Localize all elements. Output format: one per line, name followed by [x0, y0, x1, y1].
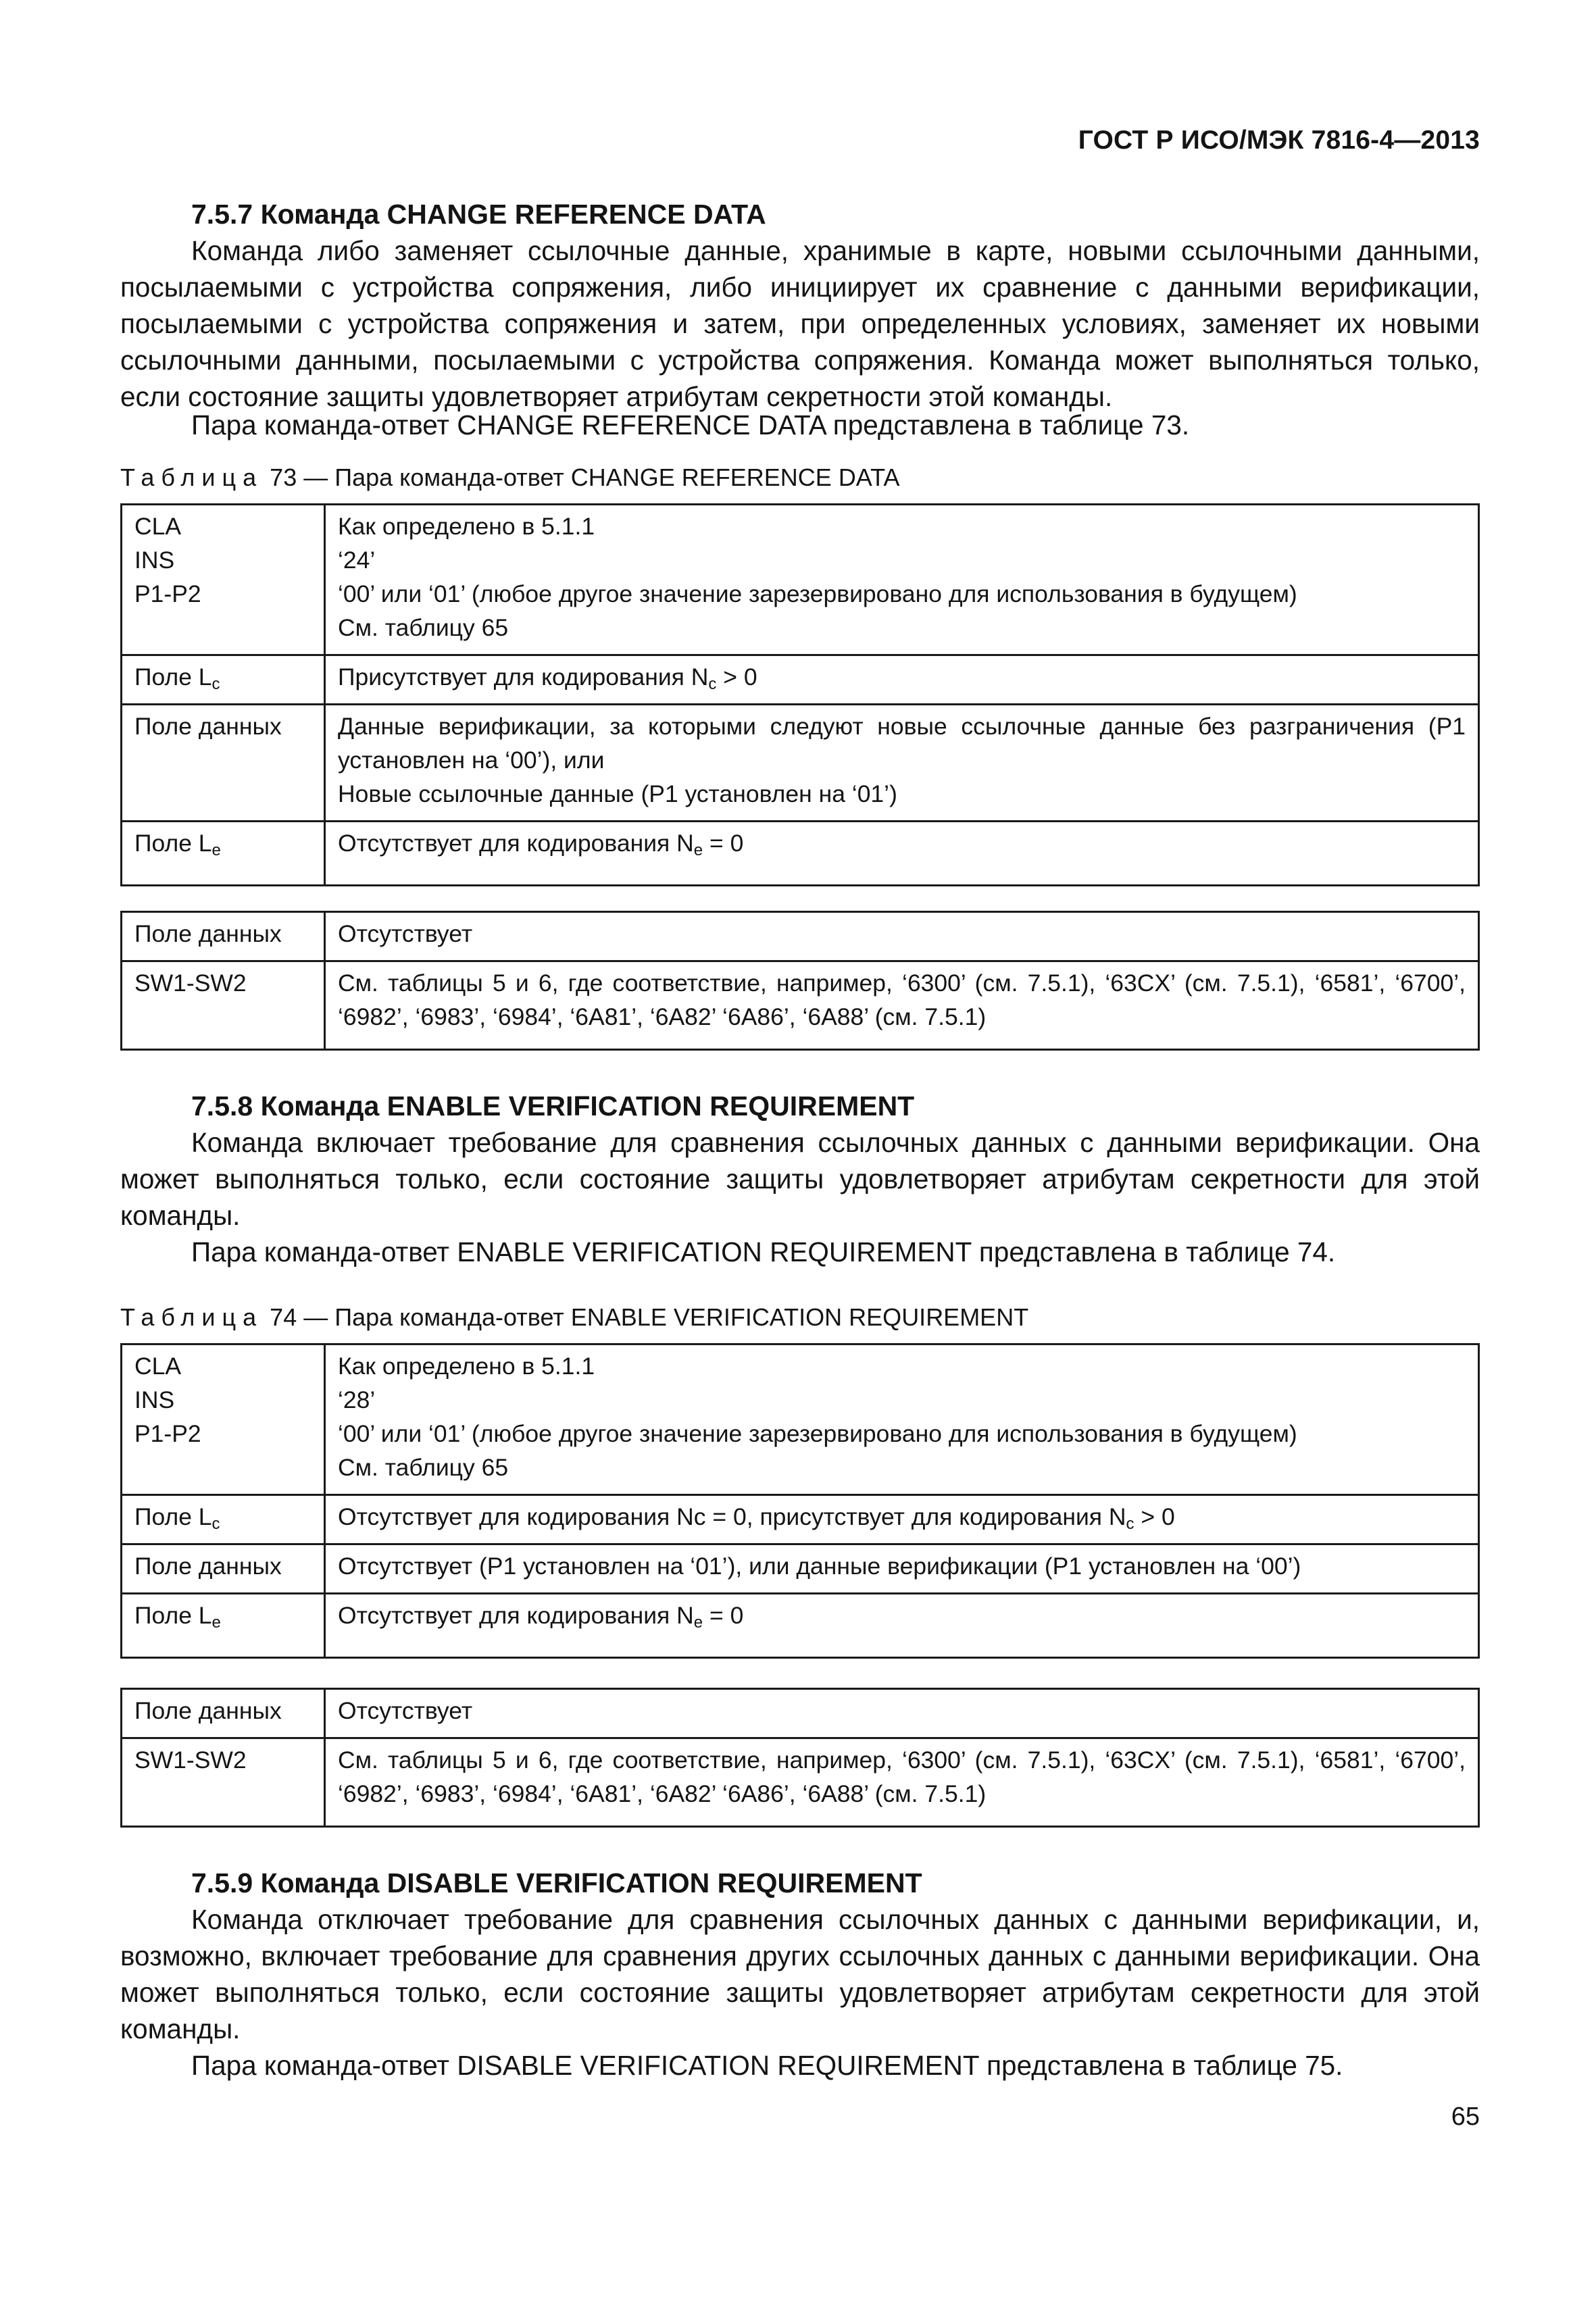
- section-heading-7-5-9: 7.5.9 Команда DISABLE VERIFICATION REQUIREMENT: [191, 1867, 922, 1898]
- section-paragraph: Команда либо заменяет ссылочные данные, хранимые в карте, новыми ссылочными данными, посылаемыми с устройства сопряжения, либо инициирует их сравнение с данными верификации, посылаемыми с устройства сопряжения и затем, при определенных условиях, заменяет их новыми ссылочными данными, посылаемыми с устройства сопряжения. Команда может выполняться только, если состояние защиты удовлетворяет атрибутам секретности этой команды.: [120, 235, 1480, 412]
- lc-value: Отсутствует для кодирования Nc = 0, присутствует для кодирования $N_c > 0$: [325, 1495, 1479, 1544]
- table-row: [122, 1594, 1479, 1658]
- caption-text: 74 — Пара команда-ответ ENABLE VERIFICATION REQUIREMENT: [270, 1303, 1029, 1331]
- table-row: [122, 1738, 1479, 1827]
- table-73-response: [120, 911, 1480, 1051]
- le-label: Поле $L_e$: [122, 822, 325, 886]
- section-paragraph: Команда отключает требование для сравнения ссылочных данных с данными верификации, и, возможно, включает требование для сравнения других ссылочных данных с данными верификации. Она может выполняться только, если состояние защиты удовлетворяет атрибутам секретности для этой команды.: [120, 1904, 1480, 2044]
- ins-label: INS: [134, 1386, 175, 1413]
- sw-value: См. таблицы 5 и 6, где соответствие, например, ‘6300’ (см. 7.5.1), ‘63CX’ (см. 7.5.1), ‘6581’, ‘6700’, ‘6982’, ‘6983’, ‘6984’, ‘6A81’, ‘6A82’ ‘6A86’, ‘6A88’ (см. 7.5.1): [325, 1738, 1479, 1827]
- table-row: [122, 1495, 1479, 1544]
- caption-text: 73 — Пара команда-ответ CHANGE REFERENCE DATA: [270, 463, 900, 491]
- cla-label: CLA: [134, 1353, 182, 1380]
- caption-word: Таблица: [120, 463, 264, 491]
- table-row: [122, 961, 1479, 1050]
- section-heading-7-5-7: 7.5.7 Команда CHANGE REFERENCE DATA: [191, 199, 766, 230]
- table-caption: [120, 1301, 1028, 1334]
- table-row: [122, 912, 1479, 961]
- table-row: [122, 1344, 1479, 1495]
- p1-p2-label: P1-P2: [134, 1420, 201, 1447]
- ins-value: ‘28’: [338, 1386, 376, 1413]
- table-row: [122, 1689, 1479, 1738]
- table-row: [122, 1544, 1479, 1594]
- ins-label: INS: [134, 547, 175, 574]
- table-cell-label: [122, 505, 325, 655]
- lc-label: Поле $L_c$: [122, 655, 325, 705]
- le-value: Отсутствует для кодирования $N_e = 0$: [325, 1594, 1479, 1658]
- lc-label: Поле $L_c$: [122, 1495, 325, 1544]
- p1-p2-reference: См. таблицу 65: [338, 1454, 509, 1481]
- caption-word: Таблица: [120, 1303, 264, 1331]
- lc-value: Присутствует для кодирования $N_c > 0$: [325, 655, 1479, 705]
- page-number: 65: [1451, 2103, 1480, 2131]
- section-heading-7-5-8: 7.5.8 Команда ENABLE VERIFICATION REQUIREMENT: [191, 1090, 915, 1122]
- table-row: [122, 705, 1479, 822]
- section-paragraph: Команда включает требование для сравнения ссылочных данных с данными верификации. Она может выполняться только, если состояние защиты удовлетворяет атрибутам секретности для этой команды.: [120, 1127, 1480, 1231]
- cla-label: CLA: [134, 513, 182, 540]
- cla-value: Как определено в 5.1.1: [338, 1353, 595, 1380]
- section-paragraph: Пара команда-ответ CHANGE REFERENCE DATA представлена в таблице 73.: [191, 409, 1190, 441]
- response-data-value: Отсутствует: [325, 1689, 1479, 1738]
- p1-p2-reference: См. таблицу 65: [338, 614, 509, 641]
- ins-value: ‘24’: [338, 547, 376, 574]
- table-row: [122, 655, 1479, 705]
- data-field-value: Отсутствует (P1 установлен на ‘01’), или данные верификации (P1 установлен на ‘00’): [325, 1544, 1479, 1594]
- le-value: Отсутствует для кодирования $N_e = 0$: [325, 822, 1479, 886]
- data-field-label: Поле данных: [122, 705, 325, 822]
- p1-p2-value: ‘00’ или ‘01’ (любое другое значение зарезервировано для использования в будущем): [338, 580, 1297, 607]
- sw-label: SW1-SW2: [122, 961, 325, 1050]
- table-cell-value: [325, 1344, 1479, 1495]
- table-row: [122, 505, 1479, 655]
- le-label: Поле $L_e$: [122, 1594, 325, 1658]
- table-73: [120, 503, 1480, 886]
- table-cell-label: [122, 1344, 325, 1495]
- table-74-response: [120, 1688, 1480, 1828]
- section-paragraph: Пара команда-ответ DISABLE VERIFICATION REQUIREMENT представлена в таблице 75.: [191, 2050, 1343, 2081]
- data-field-value: Данные верификации, за которыми следуют новые ссылочные данные без разграничения (P1 установлен на ‘00’), или Новые ссылочные данные (P1 установлен на ‘01’): [325, 705, 1479, 822]
- table-74: [120, 1343, 1480, 1659]
- p1-p2-label: P1-P2: [134, 580, 201, 607]
- response-data-value: Отсутствует: [325, 912, 1479, 961]
- section-paragraph: Пара команда-ответ ENABLE VERIFICATION REQUIREMENT представлена в таблице 74.: [191, 1236, 1336, 1267]
- sw-value: См. таблицы 5 и 6, где соответствие, например, ‘6300’ (см. 7.5.1), ‘63CX’ (см. 7.5.1), ‘6581’, ‘6700’, ‘6982’, ‘6983’, ‘6984’, ‘6A81’, ‘6A82’ ‘6A86’, ‘6A88’ (см. 7.5.1): [325, 961, 1479, 1050]
- response-data-label: Поле данных: [122, 1689, 325, 1738]
- sw-label: SW1-SW2: [122, 1738, 325, 1827]
- cla-value: Как определено в 5.1.1: [338, 513, 595, 540]
- p1-p2-value: ‘00’ или ‘01’ (любое другое значение зарезервировано для использования в будущем): [338, 1420, 1297, 1447]
- document-header: ГОСТ Р ИСО/МЭК 7816-4—2013: [1078, 126, 1480, 155]
- table-row: [122, 822, 1479, 886]
- response-data-label: Поле данных: [122, 912, 325, 961]
- table-cell-value: [325, 505, 1479, 655]
- table-caption: [120, 461, 899, 494]
- data-field-label: Поле данных: [122, 1544, 325, 1594]
